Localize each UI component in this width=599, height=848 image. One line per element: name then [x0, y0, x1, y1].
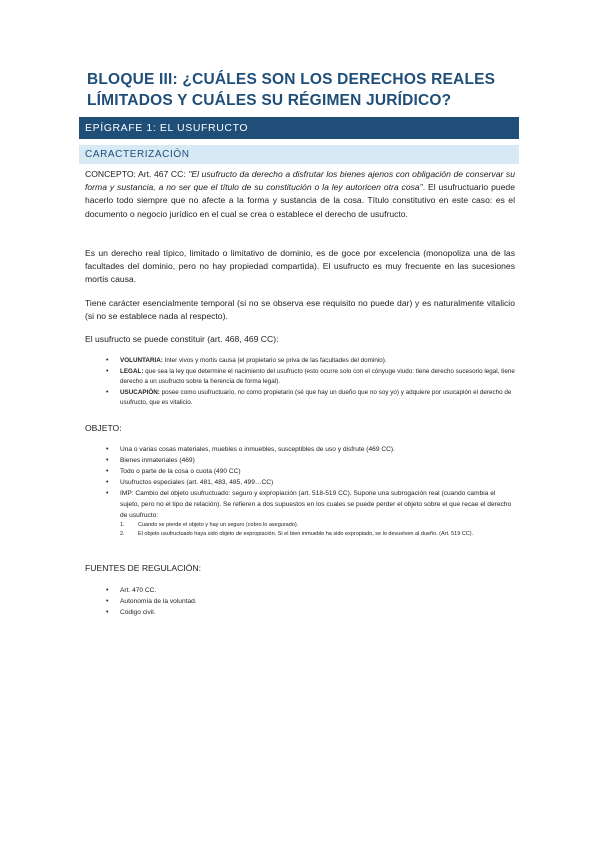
- sublist-item: [120, 530, 516, 539]
- bullet-icon: •: [106, 587, 109, 594]
- item-text: Una o varias cosas materiales, muebles o inmuebles, susceptibles de uso y disfrute (469 CC).: [120, 446, 395, 453]
- list-item: [106, 455, 516, 466]
- title-line-1: BLOQUE III: ¿CUÁLES SON LOS DERECHOS REALES: [87, 71, 496, 88]
- item-text: Art. 470 CC.: [120, 587, 157, 594]
- item-text: que sea la ley que determine el nacimiento del usufructo (esto ocurre solo con el cónyuge viudo: tiene derecho sucesorio legal, tiene derecho a un usufructo sobre la herencia de forma legal).: [120, 368, 515, 385]
- bullet-icon: •: [106, 357, 109, 364]
- item-text: Inter vivos y mortis causa (el propietario se priva de las facultades del dominio).: [162, 357, 387, 364]
- section-header-epigrafe: EPÍGRAFE 1: EL USUFRUCTO: [79, 117, 519, 139]
- paragraph-derecho-real: Es un derecho real típico, limitado o limitativo de dominio, es de goce por excelencia (monopoliza una de las facultades del dominio, pero no hay propiedad compartida). El usufructo es muy frecuente en las sucesiones mortis causa.: [85, 248, 515, 285]
- list-item: [106, 466, 516, 477]
- objeto-label: OBJETO:: [85, 423, 122, 433]
- fuentes-list: [106, 585, 516, 618]
- paragraph-temporal: Tiene carácter esencialmente temporal (si no se observa ese requisito no puede dar) y es naturalmente vitalicio (si no se establece nada al respecto).: [85, 298, 515, 322]
- bullet-icon: •: [106, 368, 109, 375]
- item-text: posee como usufructuario, no como propietario (sé que hay un dueño que no soy yo) y adquiere por usucapión el derecho de usufructo, que es vitalicio.: [120, 389, 512, 406]
- constitucion-list: [106, 356, 516, 409]
- list-item: [106, 367, 516, 387]
- bullet-icon: •: [106, 457, 109, 464]
- item-text: El objeto usufructuado haya sido objeto de expropiación. Si el bien inmueble ha sido expropiado, se lo devuelven al dueño. (Art. 519 CC).: [138, 530, 474, 537]
- title-line-2: LÍMITADOS Y CUÁLES SU RÉGIMEN JURÍDICO?: [87, 92, 452, 109]
- list-item: [106, 607, 516, 618]
- list-item: [106, 356, 516, 366]
- item-text: Usufructos especiales (art. 481, 483, 485, 499…CC): [120, 479, 274, 486]
- bullet-icon: •: [106, 479, 109, 486]
- subsection-header-caracterizacion: CARACTERIZACIÓN: [79, 145, 519, 164]
- item-head: VOLUNTARIA:: [120, 357, 163, 364]
- concepto-quote: "El usufructo da derecho a disfrutar los bienes ajenos con obligación de conservar su forma y sustancia, a no ser que el título de su constitución o la ley autoricen otra cosa": [85, 169, 515, 193]
- item-text: Cuando se pierde el objeto y hay un seguro (cobro lo asegurado).: [138, 522, 299, 528]
- item-number: 2.: [120, 530, 125, 537]
- objeto-sublist: [120, 521, 516, 538]
- list-item: [106, 596, 516, 607]
- list-item: [106, 388, 516, 408]
- item-text: IMP: Cambio del objeto usufructuado: seguro y expropiación (art. 518-519 CC). Supone una subrogación real (cuando cambia el sujeto, pero no el tipo de relación). Se refieren a dos supuestos en los cuales se puede perder el objeto sobre el que recae el derecho de usufructo:: [120, 490, 512, 519]
- list-item: [106, 444, 516, 455]
- list-item: [106, 585, 516, 596]
- page-title: [87, 69, 527, 111]
- item-number: 1.: [120, 522, 125, 528]
- item-text: Todo o parte de la cosa o cuota (490 CC): [120, 468, 241, 475]
- fuentes-label: FUENTES DE REGULACIÓN:: [85, 563, 202, 573]
- item-head: USUCAPIÓN:: [120, 389, 160, 396]
- concepto-rest: . El usufructuario puede hacerlo todo siempre que no afecte a la forma y sustancia de la cosa. Título constitutivo en este caso: es el documento o negocio jurídico en el cual se crea o establece el derecho de usufructo.: [85, 182, 515, 219]
- bullet-icon: •: [106, 389, 109, 396]
- item-head: LEGAL:: [120, 368, 144, 375]
- concepto-label: CONCEPTO: Art. 467 CC:: [85, 169, 189, 179]
- sublist-item: [120, 521, 516, 530]
- objeto-list: [106, 444, 516, 538]
- item-text: Código civil.: [120, 609, 156, 616]
- bullet-icon: •: [106, 598, 109, 605]
- bullet-icon: •: [106, 468, 109, 475]
- bullet-icon: •: [106, 609, 109, 616]
- bullet-icon: •: [106, 490, 109, 497]
- list-item: [106, 477, 516, 488]
- list-item: [106, 488, 516, 538]
- item-text: Autonomía de la voluntad.: [120, 598, 197, 605]
- bullet-icon: •: [106, 446, 109, 453]
- paragraph-constitucion: El usufructo se puede constituir (art. 468, 469 CC):: [85, 334, 279, 344]
- item-text: Bienes inmateriales (469): [120, 457, 195, 464]
- concepto-paragraph: [85, 168, 515, 221]
